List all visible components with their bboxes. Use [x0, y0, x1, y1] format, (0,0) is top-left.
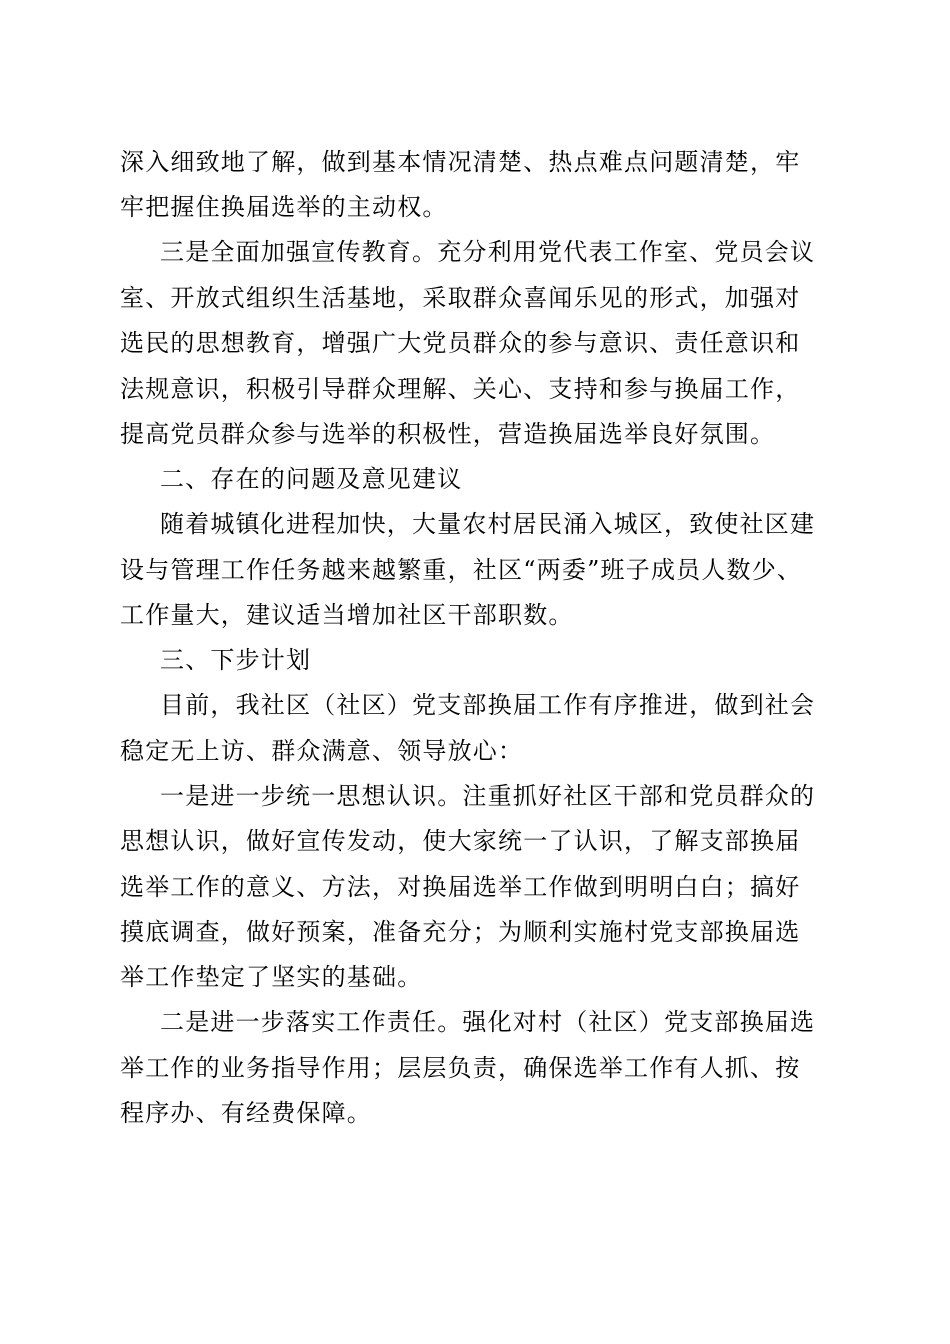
- line-text: 随着城镇化进程加快，大量农村居民涌入城区，致使社区建: [160, 510, 816, 538]
- line-text: 选举工作的意义、方法，对换届选举工作做到明明白白；搞好: [120, 873, 801, 901]
- body-line: [120, 328, 800, 358]
- body-line: [120, 374, 800, 404]
- point-lead: 二是进一步落实工作责任。: [160, 1008, 463, 1036]
- line-text: 思想认识，做好宣传发动，使大家统一了认识，了解支部换届: [120, 827, 801, 855]
- body-line: [120, 600, 574, 630]
- line-text: 深入细致地了解，做到基本情况清楚、热点难点问题清楚，牢: [120, 148, 801, 176]
- line-text: 充分利用党代表工作室、党员会议: [437, 238, 816, 266]
- line-text: 摸底调查，做好预案，准备充分；为顺利实施村党支部换届选: [120, 918, 801, 946]
- point-two-paragraph: [160, 1007, 815, 1037]
- line-text: 程序办、有经费保障。: [120, 1099, 372, 1127]
- point-lead: 一是进一步统一思想认识。: [160, 782, 463, 810]
- section-heading-problems: [160, 464, 462, 494]
- body-line: [160, 509, 815, 539]
- line-text: 目前，我社区（社区）党支部换届工作有序推进，做到社会: [160, 691, 816, 719]
- heading-text: 二、存在的问题及意见建议: [160, 465, 463, 493]
- line-text: 选民的思想教育，增强广大党员群众的参与意识、责任意识和: [120, 329, 801, 357]
- line-text: 法规意识，积极引导群众理解、关心、支持和参与换届工作，: [120, 375, 801, 403]
- point-three-paragraph: [160, 237, 815, 267]
- line-text: 牢把握住换届选举的主动权。: [120, 193, 448, 221]
- body-line: [120, 555, 802, 585]
- body-line: [120, 872, 800, 902]
- body-line: [120, 147, 800, 177]
- body-line: [120, 1053, 800, 1083]
- line-text: 强化对村（社区）党支部换届选: [462, 1008, 816, 1036]
- section-heading-next-plan: [160, 645, 311, 675]
- line-text: 注重抓好社区干部和党员群众的: [462, 782, 816, 810]
- point-lead: 三是全面加强宣传教育。: [160, 238, 438, 266]
- line-text: 举工作垫定了坚实的基础。: [120, 963, 423, 991]
- point-one-paragraph: [160, 781, 815, 811]
- line-text: 室、开放式组织生活基地，采取群众喜闻乐见的形式，加强对: [120, 284, 801, 312]
- body-line: [160, 690, 815, 720]
- line-text: 设与管理工作任务越来越繁重，社区“两委”班子成员人数少、: [120, 556, 803, 584]
- body-line: [120, 736, 523, 766]
- body-line: [120, 917, 800, 947]
- body-line: [120, 283, 800, 313]
- line-text: 工作量大，建议适当增加社区干部职数。: [120, 601, 574, 629]
- line-text: 稳定无上访、群众满意、领导放心：: [120, 737, 524, 765]
- body-line: [120, 192, 448, 222]
- body-line: [120, 1098, 372, 1128]
- line-text: 举工作的业务指导作用；层层负责，确保选举工作有人抓、按: [120, 1054, 801, 1082]
- body-line: [120, 962, 422, 992]
- body-line: [120, 826, 800, 856]
- heading-text: 三、下步计划: [160, 646, 312, 674]
- body-line: [120, 419, 775, 449]
- line-text: 提高党员群众参与选举的积极性，营造换届选举良好氛围。: [120, 420, 776, 448]
